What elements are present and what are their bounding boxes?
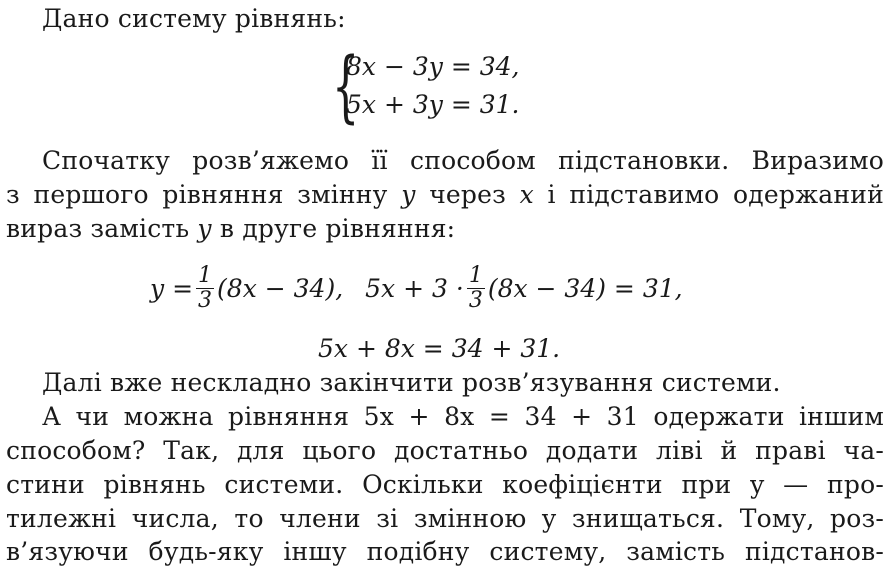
paragraph1-line2-a: з першого рівняння змінну [6,180,388,209]
fraction-numerator: 1 [198,263,213,288]
paragraph1-line2-b: через [429,180,506,209]
paragraph2-line1: А чи можна рівняння 5x + 8x = 34 + 31 одержати іншим [42,402,884,431]
paragraph1-line3 [6,214,455,244]
paragraph1-line2 [6,180,884,210]
paragraph1-line1: Спочатку розв’яжемо її способом підстановки. Виразимо [42,146,884,175]
system-brace: { [332,42,360,132]
formula-combined: 5x + 8x = 34 + 31. [318,334,561,363]
system-equation-2: 5x + 3y = 31. [346,90,520,119]
equation-system [332,42,562,132]
formula1-part1: (8x − 34), [217,273,344,303]
formula1-part3: (8x − 34) = 31, [487,273,683,303]
fraction-one-third [196,264,214,313]
paragraph1-line3-b: в друге рівняння: [219,214,456,243]
system-equation-1: 8x − 3y = 34, [346,52,520,81]
intro-text: Дано систему рівнянь: [42,4,346,33]
fraction-denominator: 3 [468,288,483,313]
variable-y: y [401,180,416,209]
fraction-one-third [467,264,485,313]
paragraph1-line3-a: вираз замість [6,214,190,243]
paragraph2-line4: тилежні числа, то члени зі змінною y знищаться. Тому, роз- [6,504,884,533]
variable-x: x [519,180,534,209]
paragraph2-line5: в’язуючи будь-яку іншу подібну систему, замість підстанов- [6,537,884,566]
paragraph2-line2: способом? Так, для цього достатньо додати ліві й праві ча- [6,436,884,465]
formula1-lhs: y = [150,273,194,303]
paragraph2-line3: стини рівнянь системи. Оскільки коефіцієнти при y — про- [6,470,884,499]
line-after-formula: Далі вже нескладно закінчити розв’язування системи. [42,368,781,397]
paragraph1-line2-c: і підставимо одержаний [547,180,884,209]
variable-y: y [197,214,212,243]
formula1-part2: 5x + 3 · [365,273,464,303]
fraction-numerator: 1 [468,263,483,288]
formula-substitution [150,264,683,313]
fraction-denominator: 3 [198,288,213,313]
